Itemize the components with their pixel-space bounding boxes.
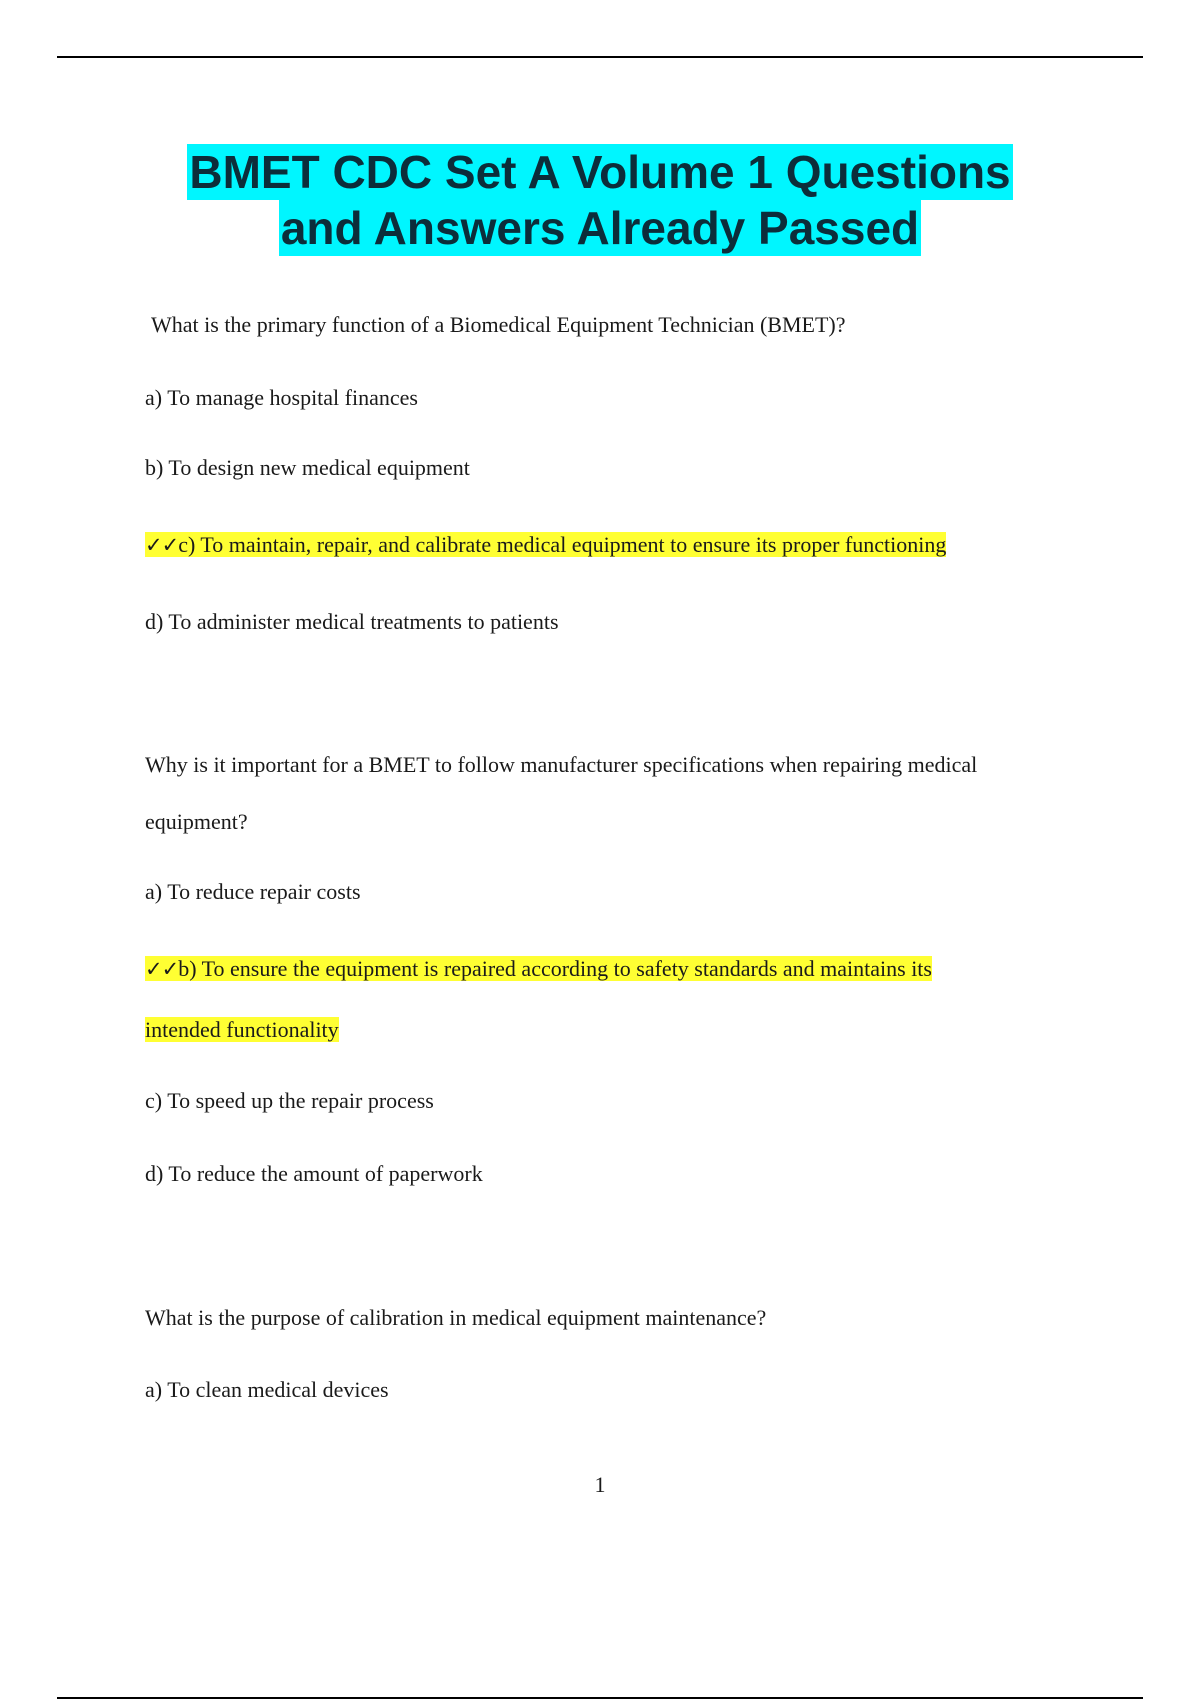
question-2-option-d: d) To reduce the amount of paperwork (145, 1161, 483, 1186)
question-2-option-b-correct-line-2 (145, 1015, 339, 1045)
question-1: What is the primary function of a Biomedical Equipment Technician (BMET)? (151, 312, 846, 337)
question-1-option-a: a) To manage hospital finances (145, 385, 418, 410)
question-2-option-a: a) To reduce repair costs (145, 879, 361, 904)
question-1-option-b: b) To design new medical equipment (145, 455, 470, 480)
title-line-1: BMET CDC Set A Volume 1 Questions (189, 146, 1011, 198)
top-rule (57, 56, 1143, 58)
question-2-option-b-correct-line-1 (145, 954, 932, 984)
question-1-option-d: d) To administer medical treatments to patients (145, 609, 559, 634)
question-3: What is the purpose of calibration in medical equipment maintenance? (145, 1305, 767, 1330)
answer-text: b) To ensure the equipment is repaired according to safety standards and maintains its (178, 956, 932, 981)
check-mark-icon: ✓✓ (145, 957, 179, 981)
answer-text: intended functionality (145, 1017, 339, 1042)
question-2-line-2: equipment? (145, 809, 248, 834)
document-title (0, 144, 1200, 256)
page-number: 1 (594, 1472, 606, 1497)
answer-text: c) To maintain, repair, and calibrate medical equipment to ensure its proper functioning (178, 532, 947, 557)
check-mark-icon: ✓✓ (145, 533, 179, 557)
question-1-option-c-correct (145, 530, 946, 560)
question-3-option-a: a) To clean medical devices (145, 1377, 389, 1402)
bottom-rule (57, 1697, 1143, 1699)
title-line-2: and Answers Already Passed (280, 202, 920, 254)
question-2-option-c: c) To speed up the repair process (145, 1088, 434, 1113)
question-2-line-1: Why is it important for a BMET to follow manufacturer specifications when repairing medical (145, 752, 978, 777)
